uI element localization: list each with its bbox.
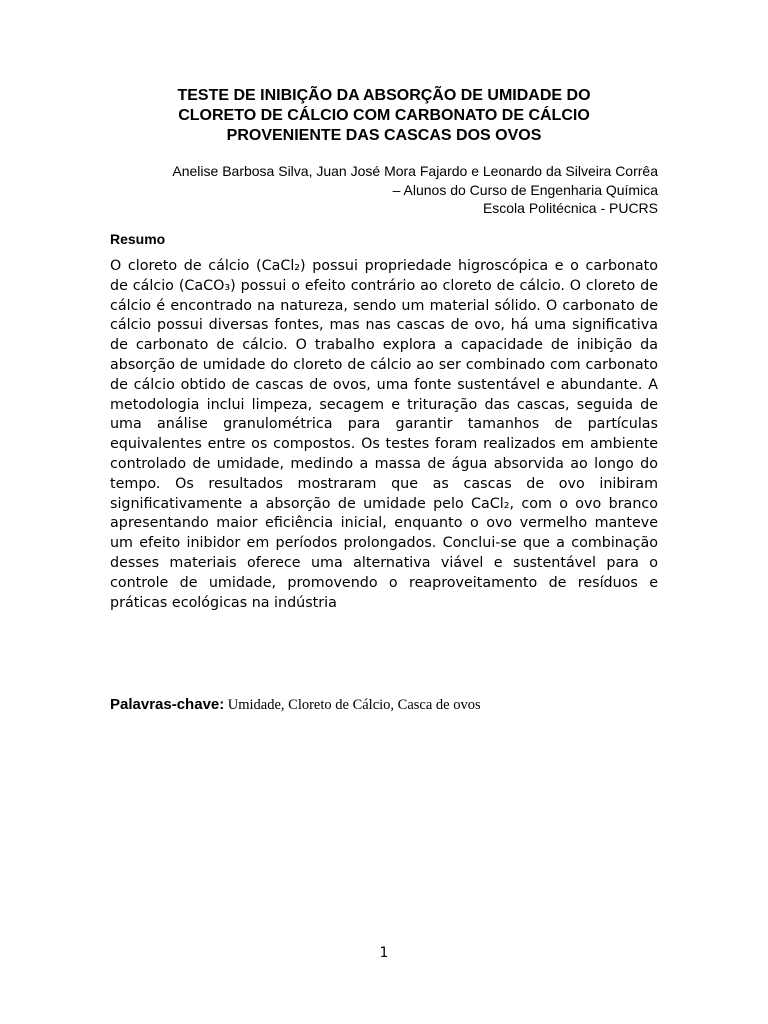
abstract-text: O cloreto de cálcio (CaCl₂) possui propriedade higroscópica e o carbonato de cálcio (CaCO₃) possui o efeito contrário ao cloreto de cálcio. O cloreto de cálcio é encontrado na natureza, sendo um material sólido. O carbonato de cálcio possui diversas fontes, mas nas cascas de ovo, há uma significativa de carbonato de cálcio. O trabalho explora a capacidade de inibição da absorção de umidade do cloreto de cálcio ao ser combinado com carbonato de cálcio obtido de cascas de ovos, uma fonte sustentável e abundante. A metodologia inclui limpeza, secagem e trituração das cascas, seguida de uma análise granulométrica para garantir tamanhos de partículas equivalentes entre os compostos. Os testes foram realizados em ambiente controlado de umidade, medindo a massa de água absorvida ao longo do tempo. Os resultados mostraram que as cascas de ovo inibiram significativamente a absorção de umidade pelo CaCl₂, com o ovo branco apresentando maior eficiência inicial, enquanto o ovo vermelho manteve um efeito inibidor em períodos prolongados. Conclui-se que a combinação desses materiais oferece uma alternativa viável e sustentável para o controle de umidade, promovendo o reaproveitamento de resíduos e práticas ecológicas na indústria	[110, 258, 658, 611]
title-line-1: TESTE DE INIBIÇÃO DA ABSORÇÃO DE UMIDADE DO	[177, 87, 591, 104]
paper-title	[110, 86, 658, 146]
title-line-3: PROVENIENTE DAS CASCAS DOS OVOS	[226, 127, 542, 144]
page-number: 1	[379, 945, 389, 961]
author-institution: Escola Politécnica - PUCRS	[482, 200, 658, 216]
keywords-values: Umidade, Cloreto de Cálcio, Casca de ovos	[227, 697, 481, 713]
title-line-2: CLORETO DE CÁLCIO COM CARBONATO DE CÁLCIO	[178, 107, 590, 124]
keywords-label: Palavras-chave:	[110, 696, 225, 713]
author-names: Anelise Barbosa Silva, Juan José Mora Fajardo e Leonardo da Silveira Corrêa	[172, 163, 658, 179]
abstract-heading: Resumo	[110, 231, 166, 247]
author-course: – Alunos do Curso de Engenharia Química	[392, 181, 658, 198]
author-block	[110, 162, 658, 218]
keywords-line	[110, 696, 481, 715]
